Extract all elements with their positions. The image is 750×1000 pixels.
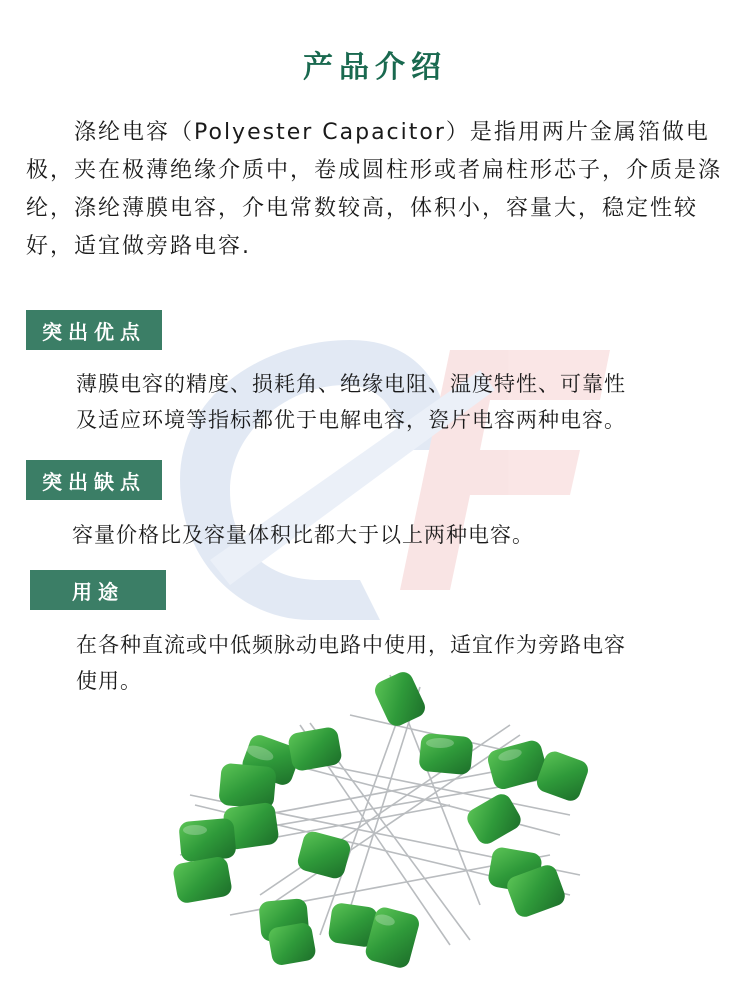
section-body-disadvantages [72,517,534,553]
section-body-advantages [76,366,626,438]
section-label-disadvantages: 突出缺点 [26,460,162,500]
capacitors-photo [150,655,610,985]
section-label-uses: 用途 [30,570,166,610]
advantages-line-2: 及适应环境等指标都优于电解电容，瓷片电容两种电容。 [76,408,626,432]
uses-line-1: 在各种直流或中低频脉动电路中使用，适宜作为旁路电容 [76,633,626,657]
intro-paragraph [26,114,732,266]
section-label-advantages: 突出优点 [26,310,162,350]
advantages-line-1: 薄膜电容的精度、损耗角、绝缘电阻、温度特性、可靠性 [76,372,626,396]
section-body-uses [76,627,626,699]
page-title: 产品介绍 [303,50,447,85]
disadvantages-line-1: 容量价格比及容量体积比都大于以上两种电容。 [72,523,534,547]
uses-line-2: 使用。 [76,669,142,693]
intro-text: 涤纶电容（Polyester Capacitor）是指用两片金属箔做电极，夹在极薄绝缘介质中，卷成圆柱形或者扁柱形芯子，介质是涤纶，涤纶薄膜电容，介电常数较高，体积小，容量大，稳定性较好，适宜做旁路电容. [26,120,723,259]
